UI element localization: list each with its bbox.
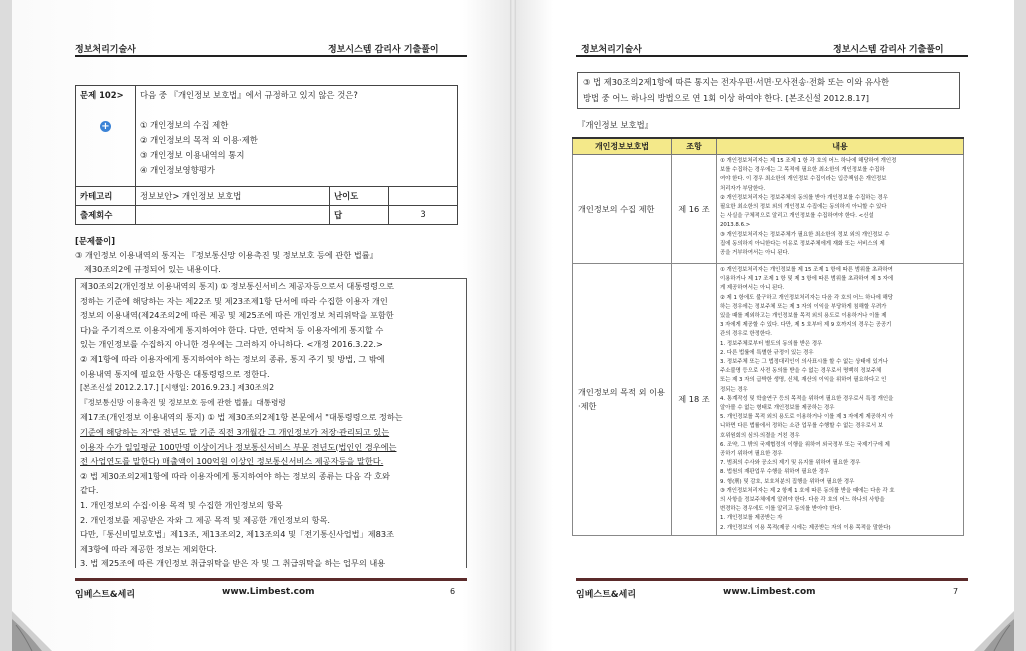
content-line: 3. 정보주체 또는 그 법정대리인이 의사표시를 할 수 없는 상태에 있거나 bbox=[720, 359, 889, 366]
box-line: ② 제1항에 따라 이용자에게 통지하여야 하는 정보의 종류, 통지 주기 및 방법, 그 밖에 bbox=[80, 353, 385, 364]
box-line: 3. 법 제25조에 따른 개인정보 취급위탁을 받은 자 및 그 취급위탁을 하는 업무의 내용 bbox=[80, 558, 386, 568]
row-article: 제 18 조 bbox=[672, 264, 717, 536]
question-label: 문제 102> bbox=[80, 90, 124, 100]
law-title: 『개인정보 보호법』 bbox=[577, 120, 654, 130]
box-line: 있는 개인정보를 수집하지 아니한 경우에는 그러하지 아니하다. <개정 2016.3.22.> bbox=[80, 339, 383, 350]
table-row bbox=[573, 264, 964, 536]
footer-rule bbox=[576, 578, 968, 581]
exam-count-value bbox=[136, 206, 330, 225]
box-line: 1. 개인정보의 수집·이용 목적 및 수집한 개인정보의 항목 bbox=[80, 499, 283, 510]
content-line: 알아볼 수 없는 형태로 개인정보를 제공하는 경우 bbox=[720, 405, 835, 412]
content-line: 1. 개인정보를 제공받는 자 bbox=[720, 515, 783, 522]
content-line: 는 사실을 구체적으로 알리고 개인정보를 수집하여야 한다. <신설 bbox=[720, 213, 874, 220]
option-3: ③ 개인정보 이용내역의 통지 bbox=[140, 150, 245, 160]
box-line: 다만,「통신비밀보호법」제13조, 제13조의2, 제13조의4 및「전기통신사업법」제83조 bbox=[80, 529, 395, 540]
content-line: 주소불명 등으로 사전 동의를 받을 수 없는 경우로서 명백히 정보주체 bbox=[720, 368, 882, 375]
footer-url[interactable]: www.Limbest.com bbox=[222, 587, 315, 597]
box-line: 2. 개인정보를 제공받은 자와 그 제공 목적 및 제공한 개인정보의 항목. bbox=[80, 514, 330, 525]
header-left: 정보처리기술사 bbox=[75, 45, 136, 55]
box-line: 전 사업연도를 말한다) 매출액이 100억원 이상인 정보통신서비스 제공자등을 말한다. bbox=[80, 456, 384, 467]
content-line: 집에 동의하지 아니한다는 이유로 정보주체에게 재화 또는 서비스의 제 bbox=[720, 240, 885, 247]
content-line: 의 사항을 정보주체에게 알려야 한다. 다음 각 호의 어느 하나의 사항을 bbox=[720, 497, 885, 504]
option-1: ① 개인정보의 수집 제한 bbox=[140, 120, 229, 130]
header-right: 정보시스템 감리사 기출풀이 bbox=[328, 45, 439, 55]
box-line: 같다. bbox=[80, 485, 99, 496]
content-line: 3 자에게 제공할 수 있다. 다만, 제 5 호부터 제 9 호까지의 경우는 공공기 bbox=[720, 322, 892, 329]
difficulty-label: 난이도 bbox=[330, 187, 389, 206]
box-line: 방법 중 어느 하나의 방법으로 연 1회 이상 하여야 한다. [본조신설 2012.8.17] bbox=[583, 92, 869, 103]
content-line: 공을 거부하여서는 아니 된다. bbox=[720, 250, 790, 257]
box-line: 『정보통신망 이용촉진 및 정보보호 등에 관한 법률』대통령령 bbox=[80, 397, 286, 407]
category-value: 정보보안> 개인정보 보호법 bbox=[136, 187, 330, 206]
content-line: 5. 개인정보를 목적 외의 용도로 이용하거나 이를 제 3 자에게 제공하지 아 bbox=[720, 414, 894, 421]
box-line: ③ 법 제30조의2제1항에 따른 통지는 전자우편·서면·모사전송·전화 또는 이와 유사한 bbox=[583, 77, 890, 87]
page-number: 7 bbox=[953, 587, 959, 596]
header-rule bbox=[576, 55, 968, 57]
answer-label: 답 bbox=[330, 206, 389, 225]
content-line: 관의 경우로 한정한다. bbox=[720, 331, 773, 338]
explain-title: [문제풀이] bbox=[75, 236, 116, 246]
col-header-content: 내용 bbox=[717, 138, 964, 155]
content-line: ② 개인정보처리자는 정보주체의 동의를 받아 개인정보를 수집하는 경우 bbox=[720, 194, 888, 201]
right-page bbox=[513, 0, 1014, 651]
content-line: 정되는 경우 bbox=[720, 386, 748, 393]
content-line: 6. 조약, 그 밖의 국제협정의 이행을 위하여 외국정부 또는 국제기구에 제 bbox=[720, 441, 890, 448]
law-table bbox=[572, 137, 964, 536]
footer-brand: 임베스트&세리 bbox=[576, 590, 637, 600]
header-rule bbox=[75, 55, 467, 57]
box-line: 이용자 수가 일일평균 100만명 이상이거나 정보통신서비스 부문 전년도(법인인 경우에는 bbox=[80, 441, 397, 452]
content-line: 2013.8.6.> bbox=[720, 222, 751, 229]
exam-count-label: 출제회수 bbox=[76, 206, 136, 225]
content-line: ① 개인정보처리자는 제 15 조제 1 항 각 호의 어느 하나에 해당하여 개인정 bbox=[720, 158, 897, 164]
content-line: 2. 다른 법률에 특별한 규정이 있는 경우 bbox=[720, 349, 814, 356]
content-line: 9. 형(刑) 및 감호, 보호처분의 집행을 위하여 필요한 경우 bbox=[720, 478, 855, 485]
box-line: 이용내역 통지에 필요한 사항은 대통령령으로 정한다. bbox=[80, 368, 270, 379]
col-header-article: 조항 bbox=[672, 138, 717, 155]
answer-value: 3 bbox=[389, 206, 458, 225]
footer-brand: 임베스트&세리 bbox=[75, 590, 136, 600]
content-line: 1. 정보주체로부터 별도의 동의를 받은 경우 bbox=[720, 340, 823, 347]
content-line: 8. 법원의 재판업무 수행을 위하여 필요한 경우 bbox=[720, 469, 830, 476]
content-line: 게 제공하여서는 아니 된다. bbox=[720, 285, 785, 292]
book-gutter bbox=[510, 0, 516, 651]
content-line: 공하기 위하여 필요한 경우 bbox=[720, 451, 783, 458]
page-curl-icon[interactable] bbox=[974, 611, 1014, 651]
content-line: 하는 경우에는 정보주체 또는 제 3 자의 이익을 부당하게 침해할 우려가 bbox=[720, 303, 887, 310]
box-line: 기준에 해당하는 자"란 전년도 말 기준 직전 3개월간 그 개인정보가 저장·관리되고 있는 bbox=[80, 426, 390, 437]
box-line: 정보의 이용내역(제24조의2에 따른 제공 및 제25조에 따른 개인정보 처리위탁을 포함한 bbox=[80, 310, 394, 321]
content-line: 호위원회의 심의·의결을 거친 경우 bbox=[720, 432, 800, 439]
content-line: 이용하거나 제 17 조제 1 항 및 제 3 항에 따른 범위를 초과하여 제 3 자에 bbox=[720, 276, 894, 283]
row-law-name: 개인정보의 목적 외 이용·제한 bbox=[573, 264, 672, 536]
row-article: 제 16 조 bbox=[672, 155, 717, 264]
col-header-law: 개인정보보호법 bbox=[573, 138, 672, 155]
box-line: [본조신설 2012.2.17.] [시행일: 2016.9.23.] 제30조의2 bbox=[80, 383, 275, 393]
question-table bbox=[75, 85, 458, 225]
table-row bbox=[573, 155, 964, 264]
content-line: ③ 개인정보처리자는 정보주체가 필요한 최소한의 정보 외의 개인정보 수 bbox=[720, 231, 890, 238]
content-line: 2. 개인정보의 이용 목적(제공 시에는 제공받는 자의 이용 목적을 말한다) bbox=[720, 524, 891, 531]
difficulty-value bbox=[389, 187, 458, 206]
content-line: ② 제 1 항에도 불구하고 개인정보처리자는 다음 각 호의 어느 하나에 해당 bbox=[720, 294, 893, 301]
content-line: 처리자가 부담한다. bbox=[720, 185, 766, 192]
box-line: ② 법 제30조의2제1항에 따라 이용자에게 통지하여야 하는 정보의 종류는 다음 각 호와 bbox=[80, 470, 390, 481]
question-label-cell bbox=[76, 86, 136, 187]
footer-rule bbox=[75, 578, 467, 581]
option-2: ② 개인정보의 목적 외 이용·제한 bbox=[140, 135, 258, 145]
continued-law-box bbox=[577, 72, 960, 109]
content-line: 변경하는 경우에도 이를 알리고 동의를 받아야 한다. bbox=[720, 506, 842, 513]
page-number: 6 bbox=[450, 587, 456, 596]
content-line: ③ 개인정보처리자는 제 2 항제 1 호에 따른 동의를 받을 때에는 다음 각 호 bbox=[720, 487, 895, 494]
explain-line-2: 제30조의2에 규정되어 있는 내용이다. bbox=[84, 264, 221, 274]
category-label: 카테고리 bbox=[76, 187, 136, 206]
header-left: 정보처리기술사 bbox=[581, 45, 642, 55]
content-line: 4. 통계작성 및 학술연구 등의 목적을 위하여 필요한 경우로서 특정 개인을 bbox=[720, 395, 894, 402]
content-line: 있을 때를 제외하고는 개인정보를 목적 외의 용도로 이용하거나 이를 제 bbox=[720, 313, 887, 320]
box-line: 정하는 기준에 해당하는 자는 제22조 및 제23조제1항 단서에 따라 수집한 이용자 개인 bbox=[80, 295, 388, 306]
content-line: 7. 범죄의 수사와 공소의 제기 및 유지를 위하여 필요한 경우 bbox=[720, 460, 861, 467]
option-4: ④ 개인정보영향평가 bbox=[140, 165, 215, 175]
content-line: 필요한 최소한의 정보 외의 개인정보 수집에는 동의하지 아니할 수 있다 bbox=[720, 204, 887, 211]
plus-icon[interactable]: + bbox=[101, 121, 110, 132]
content-line: 또는 제 3 자의 급박한 생명, 신체, 재산의 이익을 위하여 필요하다고 인 bbox=[720, 377, 887, 384]
question-body bbox=[136, 86, 458, 187]
box-line: 다)을 주기적으로 이용자에게 통지하여야 한다. 다만, 연락처 등 이용자에게 통지할 수 bbox=[80, 324, 384, 335]
question-stem: 다음 중 『개인정보 보호법』에서 규정하고 있지 않은 것은? bbox=[140, 90, 358, 100]
book-spread bbox=[12, 0, 1014, 651]
page-curl-icon[interactable] bbox=[12, 611, 52, 651]
row-law-name: 개인정보의 수집 제한 bbox=[573, 155, 672, 264]
left-page bbox=[12, 0, 513, 651]
box-line: 제17조(개인정보 이용내역의 통지) ① 법 제30조의2제1항 본문에서 "대통령령으로 정하는 bbox=[80, 412, 403, 423]
box-line: 제30조의2(개인정보 이용내역의 통지) ① 정보통신서비스 제공자등으로서 대통령령으로 bbox=[80, 281, 394, 291]
header-right: 정보시스템 감리사 기출풀이 bbox=[833, 45, 944, 55]
content-line: 보를 수집하는 경우에는 그 목적에 필요한 최소한의 개인정보를 수집하 bbox=[720, 167, 885, 174]
law-excerpt-box bbox=[75, 278, 467, 568]
row-content bbox=[717, 264, 964, 536]
content-line: 여야 한다. 이 경우 최소한의 개인정보 수집이라는 입증책임은 개인정보 bbox=[720, 176, 887, 183]
row-content bbox=[717, 155, 964, 264]
content-line: ① 개인정보처리자는 개인정보를 제 15 조제 1 항에 따른 범위를 초과하여 bbox=[720, 267, 893, 273]
box-line: 제3항에 따라 제공한 정보는 제외한다. bbox=[80, 543, 217, 554]
explain-line-1: ③ 개인정보 이용내역의 통지는 『정보통신망 이용촉진 및 정보보호 등에 관한 법률』 bbox=[75, 250, 378, 260]
footer-url[interactable]: www.Limbest.com bbox=[723, 587, 816, 597]
content-line: 니하면 다른 법률에서 정하는 소관 업무를 수행할 수 없는 경우로서 보 bbox=[720, 423, 883, 430]
